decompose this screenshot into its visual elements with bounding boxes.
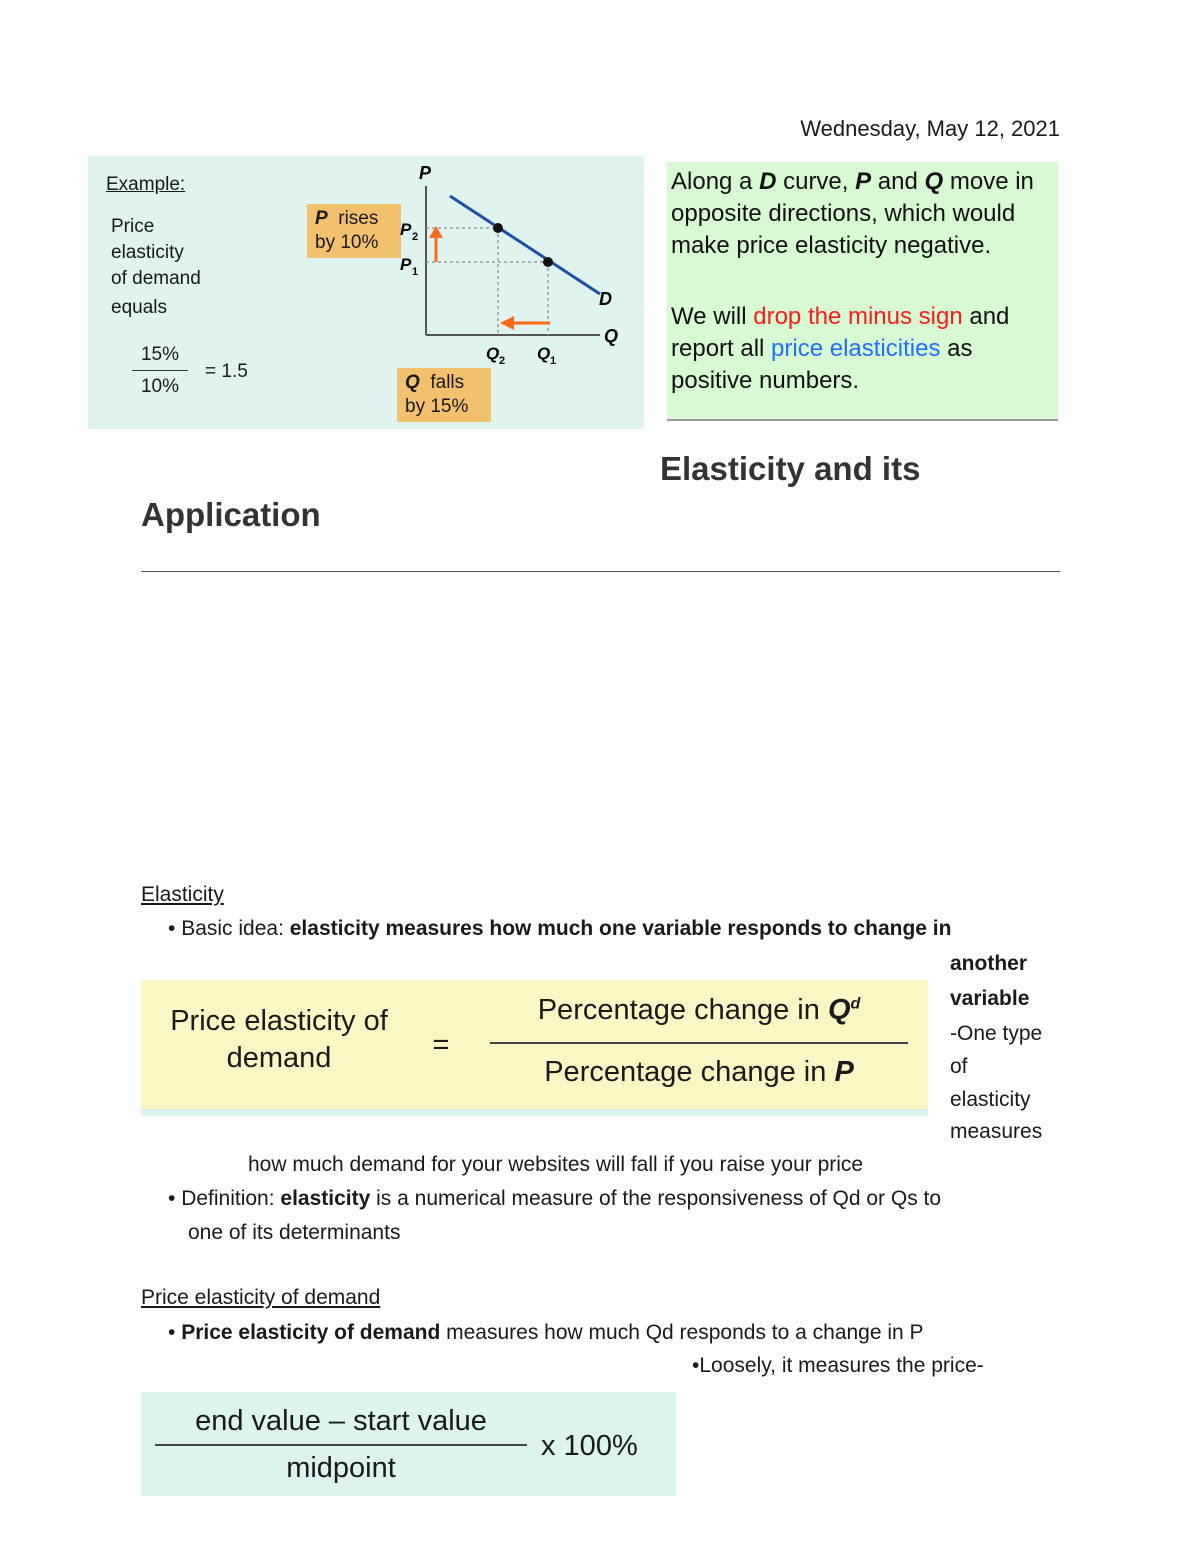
y-axis-label: P [419,163,432,183]
fraction-numerator: 15% [140,344,180,365]
p1-subscript: 1 [412,266,419,278]
demand-curve [450,196,600,294]
side-text: another [950,952,1028,975]
q2-subscript: 2 [499,355,506,367]
bullet-bold: Price elasticity of demand [181,1321,441,1344]
side-text: -One type [950,1022,1043,1045]
note-text: and [871,168,925,195]
example-line: of demand [111,268,201,289]
note-text: move in opposite directions, which would make price elasticity negative. [671,168,1034,259]
fraction-denominator: 10% [140,376,180,397]
note-paragraph-2 [671,301,1051,397]
side-text: of [950,1055,968,1078]
side-text: measures [950,1120,1043,1143]
callout-var: Q [405,372,420,393]
formula-text: Percentage change in [537,994,828,1026]
callout-amount: by 15% [405,396,469,417]
p1-label: P [400,255,412,274]
bullet-definition-line2: one of its determinants [188,1221,401,1244]
title-divider [141,571,1060,572]
note-highlight-red: drop the minus sign [753,303,963,330]
fraction-result: = 1.5 [205,361,248,382]
example-line: equals [111,297,167,318]
midpoint-multiplier: x 100% [541,1430,638,1462]
formula-var: Q [827,994,851,1026]
note-text: We will [671,303,754,330]
note-var: D [759,168,777,195]
demand-curve-graph [88,156,644,429]
note-var: P [855,168,872,195]
page-title-line1: Elasticity and its [660,450,921,487]
quantity-left-arrow [500,316,550,330]
callout-verb: falls [430,372,465,393]
bullet-prefix: Definition: [181,1187,281,1210]
p2-subscript: 2 [412,231,419,243]
bullet-bold: elasticity [280,1187,371,1210]
note-text: curve, [776,168,856,195]
formula-left-line1: Price elasticity of [170,1005,388,1037]
formula-equals: = [432,1029,450,1061]
formula-superscript: d [850,995,861,1013]
note-panel [667,162,1058,421]
section-heading-price-elasticity: Price elasticity of demand [141,1286,381,1309]
note-text: and report all [671,303,1010,362]
note-paragraph-1 [671,166,1051,262]
note-text: as positive numbers. [671,335,973,394]
bullet-bold: elasticity measures how much one variable responds to change in [289,917,952,940]
q2-label: Q [486,344,500,363]
callout-verb: rises [338,208,379,229]
bullet-definition: • Definition: elasticity is a numerical measure of the responsiveness of Qd or Qs to [168,1187,942,1210]
midpoint-formula-panel [141,1392,676,1496]
formula-fraction-bar [490,1042,908,1044]
example-line: Price [111,216,155,237]
midpoint-fraction-bar [155,1444,527,1446]
p2-label: P [400,220,412,239]
example-panel [88,156,644,429]
midpoint-numerator: end value – start value [195,1405,487,1437]
q1-subscript: 1 [550,355,557,367]
curve-label: D [599,289,612,309]
side-text: elasticity [950,1088,1031,1111]
bullet-basic-idea: • Basic idea: elasticity measures how much one variable responds to change in [168,917,952,940]
note-highlight-blue: price elasticities [771,335,941,362]
note-text: Along a [671,168,760,195]
callout-var: P [315,208,328,229]
bullet-prefix: Basic idea: [181,917,290,940]
formula-text: Percentage change in [544,1056,835,1088]
formula-denominator [489,1056,909,1089]
point-p2-q2 [493,223,503,233]
q1-label: Q [537,344,551,363]
example-heading: Example: [106,174,186,195]
side-text: variable [950,987,1030,1010]
price-up-arrow [429,226,443,262]
point-p1-q1 [543,257,553,267]
x-axis-label: Q [604,326,619,346]
bullet-rest: is a numerical measure of the responsiveness of Qd or Qs to [370,1187,942,1210]
callout-amount: by 10% [315,232,379,253]
continuation-text: how much demand for your websites will fall if you raise your price [248,1153,864,1176]
note-var: Q [924,168,944,195]
formula-var: P [834,1056,854,1088]
page-title-line2: Application [141,496,321,533]
example-line: elasticity [111,242,184,263]
elasticity-formula-panel [141,980,928,1116]
formula-numerator [489,994,909,1027]
midpoint-denominator: midpoint [286,1452,396,1484]
formula-left-line2: demand [226,1042,332,1074]
bullet-rest: measures how much Qd responds to a change in P [440,1321,924,1344]
page-date: Wednesday, May 12, 2021 [800,116,1060,141]
section-heading-elasticity: Elasticity [141,883,224,906]
loosely-text: •Loosely, it measures the price- [692,1354,984,1377]
bullet-price-elasticity: • Price elasticity of demand measures how much Qd responds to a change in P [168,1321,924,1344]
